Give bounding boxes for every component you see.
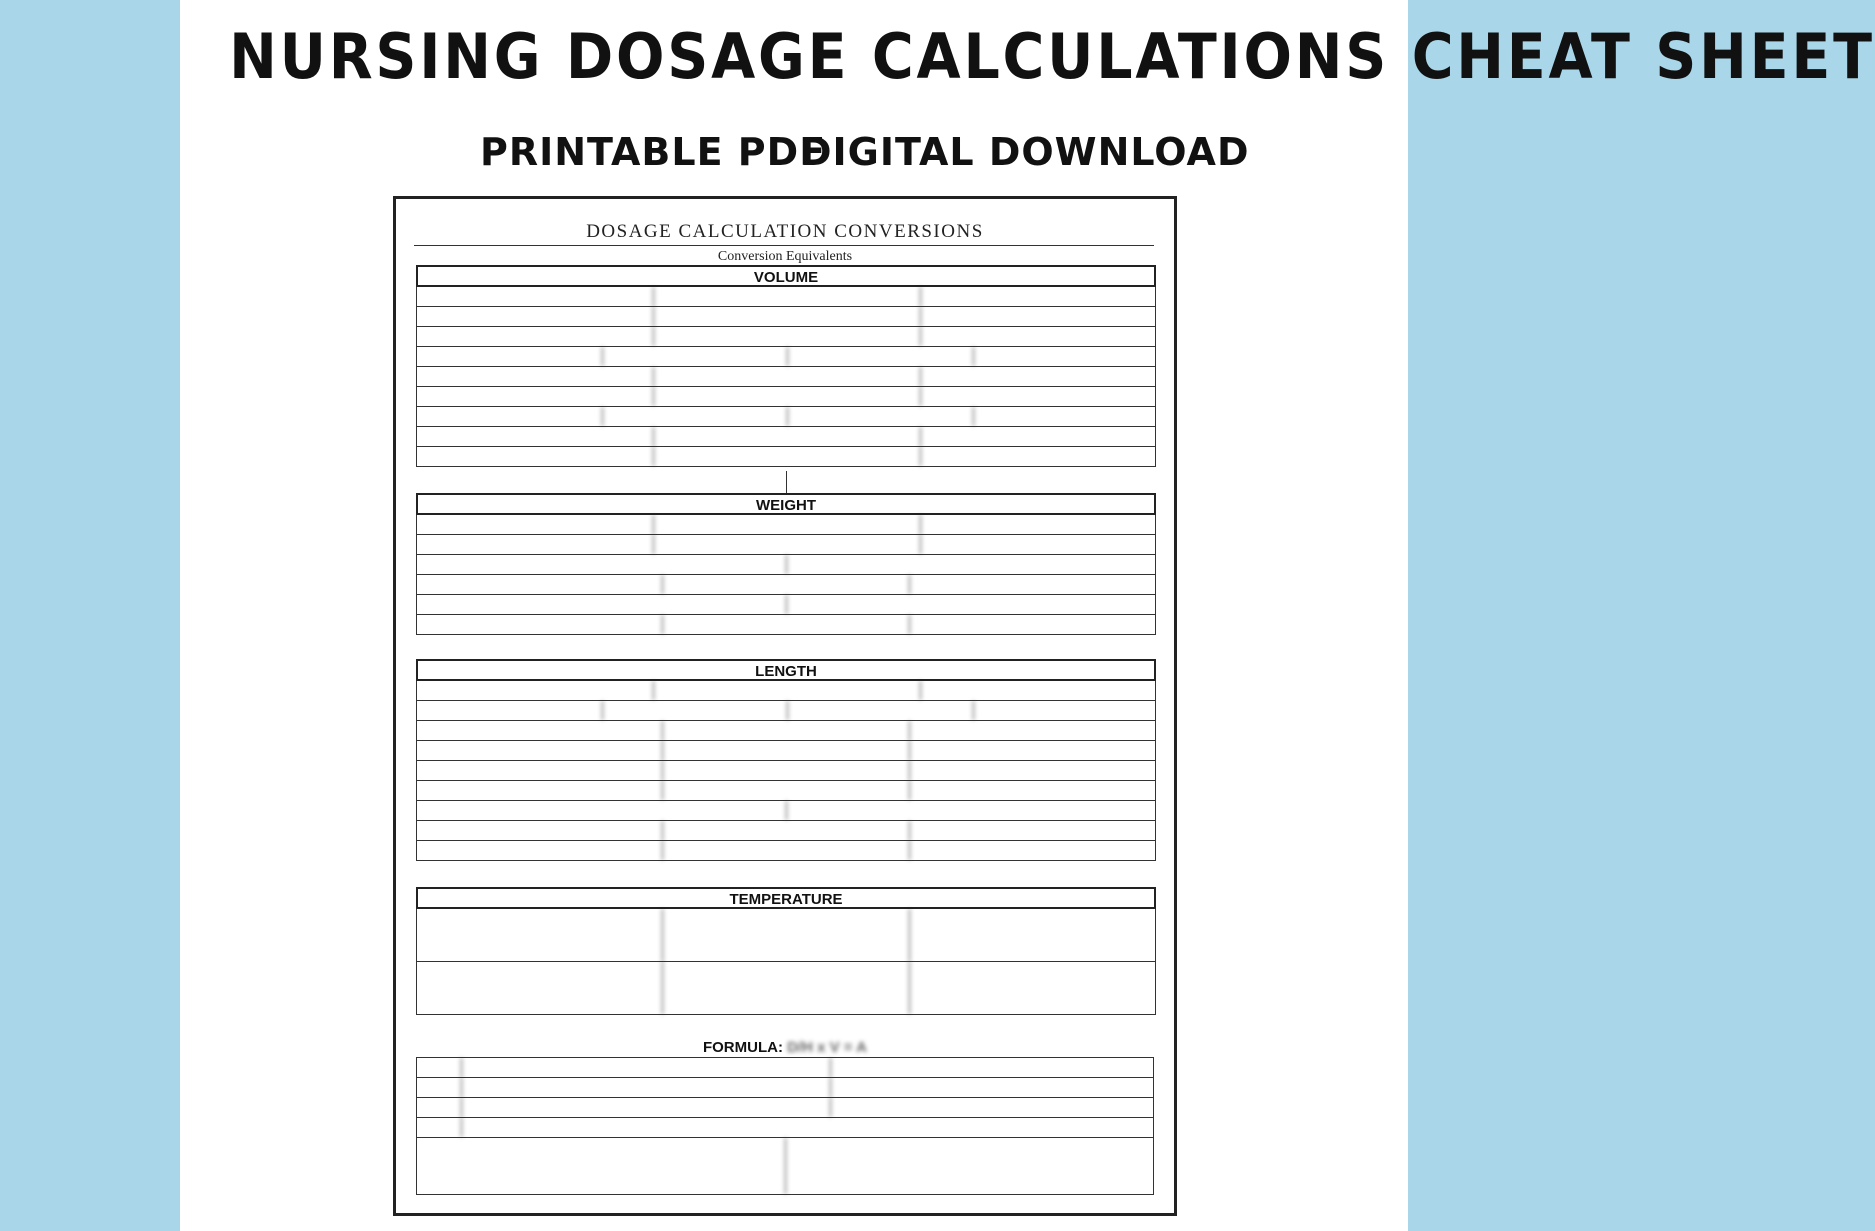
- table-row: [417, 820, 1155, 840]
- subtitle-printable: PRINTABLE PDF: [480, 130, 827, 174]
- volume-header: VOLUME: [416, 265, 1156, 287]
- length-table: [416, 681, 1156, 861]
- document-title: DOSAGE CALCULATION CONVERSIONS: [586, 221, 984, 242]
- table-row: [417, 1058, 1153, 1077]
- table-row: [417, 574, 1155, 594]
- table-row: [417, 306, 1155, 326]
- temperature-section: [416, 887, 1156, 1015]
- table-row: [417, 1137, 1153, 1194]
- formula-table: [416, 1057, 1154, 1195]
- table-row: [417, 554, 1155, 574]
- table-row: [417, 1097, 1153, 1117]
- table-row: [417, 780, 1155, 800]
- table-row: [417, 1117, 1153, 1137]
- table-row: [417, 515, 1155, 534]
- table-row: [417, 446, 1155, 466]
- document-subtitle: Conversion Equivalents: [717, 249, 853, 264]
- product-panel: [180, 0, 1875, 1231]
- table-row: [417, 594, 1155, 614]
- table-row: [417, 800, 1155, 820]
- table-row: [417, 1077, 1153, 1097]
- weight-table: [416, 515, 1156, 635]
- table-row: [417, 961, 1155, 1014]
- temperature-header: TEMPERATURE: [416, 887, 1156, 909]
- table-row: [417, 386, 1155, 406]
- table-row: [417, 287, 1155, 306]
- length-header: LENGTH: [416, 659, 1156, 681]
- title-divider: [414, 245, 1154, 246]
- table-row: [417, 614, 1155, 634]
- table-row: [417, 760, 1155, 780]
- volume-table: [416, 287, 1156, 467]
- main-title: NURSING DOSAGE CALCULATIONS CHEAT SHEET: [229, 20, 1875, 93]
- table-row: [417, 909, 1155, 961]
- table-row: [417, 406, 1155, 426]
- cheat-sheet-preview: [393, 196, 1177, 1216]
- formula-heading: [396, 1039, 1174, 1056]
- formula-label: FORMULA:: [702, 1039, 783, 1056]
- formula-value: D/H x V = A: [787, 1039, 868, 1056]
- table-row: [417, 346, 1155, 366]
- weight-header: WEIGHT: [416, 493, 1156, 515]
- length-section: [416, 659, 1156, 861]
- table-row: [417, 366, 1155, 386]
- table-row: [417, 840, 1155, 860]
- weight-section: [416, 493, 1156, 635]
- table-row: [417, 681, 1155, 700]
- table-row: [417, 326, 1155, 346]
- table-row: [417, 740, 1155, 760]
- section-connector: [786, 471, 787, 493]
- table-row: [417, 534, 1155, 554]
- subtitle-digital: DIGITAL DOWNLOAD: [800, 130, 1250, 174]
- temperature-table: [416, 909, 1156, 1015]
- volume-section: [416, 265, 1156, 467]
- table-row: [417, 426, 1155, 446]
- table-row: [417, 720, 1155, 740]
- table-row: [417, 700, 1155, 720]
